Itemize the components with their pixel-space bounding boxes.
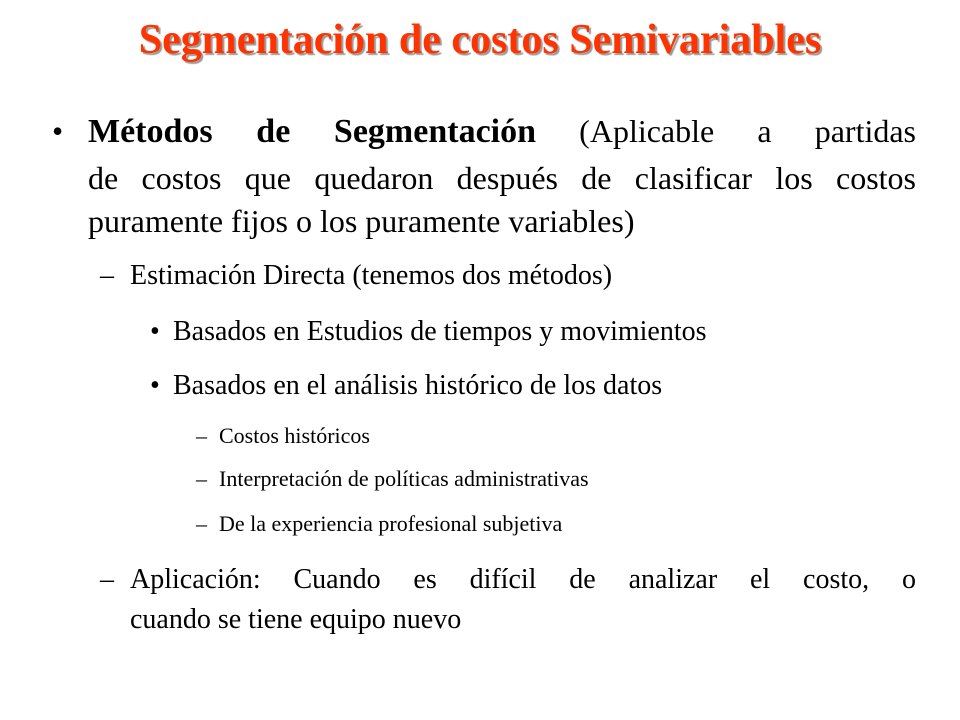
- dash-marker: –: [196, 466, 207, 491]
- aplicacion-line-2: cuando se tiene equipo nuevo: [130, 604, 462, 635]
- dash-marker: –: [196, 511, 207, 536]
- dash-marker: –: [100, 260, 114, 291]
- estimacion-directa-item: Estimación Directa (tenemos dos métodos): [130, 260, 613, 291]
- bullet-dot: •: [150, 316, 160, 347]
- aplicacion-line-1: Aplicación: Cuando es difícil de analizar el costo, o: [130, 564, 916, 595]
- dash-marker: –: [100, 564, 114, 595]
- bullet-dot: •: [52, 113, 64, 149]
- level1-line-2: de costos que quedaron después de clasificar los costos: [88, 160, 916, 196]
- section-heading-note: (Aplicable a partidas: [579, 113, 916, 149]
- dash-marker: –: [196, 423, 207, 448]
- sub-method-costos-historicos: Costos históricos: [219, 423, 370, 448]
- level1-line-3: puramente fijos o los puramente variables): [88, 203, 635, 239]
- slide-title: Segmentación de costos Semivariables: [138, 17, 822, 63]
- method-item-estudios: Basados en Estudios de tiempos y movimientos: [173, 316, 707, 347]
- bullet-dot: •: [150, 370, 160, 401]
- section-heading: Métodos de Segmentación: [88, 113, 537, 150]
- level1-line-1: [88, 110, 916, 153]
- sub-method-experiencia: De la experiencia profesional subjetiva: [219, 511, 563, 536]
- sub-method-politicas: Interpretación de políticas administrativas: [219, 466, 589, 491]
- method-item-historico: Basados en el análisis histórico de los datos: [173, 370, 663, 401]
